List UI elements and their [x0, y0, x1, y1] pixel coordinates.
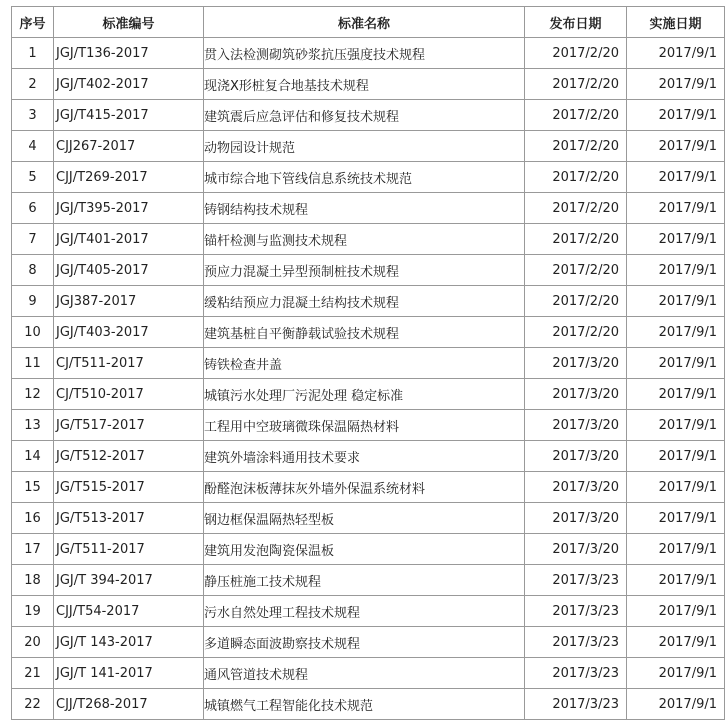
- serial-cell: 13: [12, 410, 54, 441]
- header-name: 标准名称: [204, 7, 525, 38]
- code-cell: CJJ/T269-2017: [54, 162, 204, 193]
- name-cell: 动物园设计规范: [204, 131, 525, 162]
- publish-date-cell: 2017/2/20: [525, 317, 627, 348]
- table-row: [12, 317, 725, 348]
- name-cell: 建筑用发泡陶瓷保温板: [204, 534, 525, 565]
- code-cell: JGJ387-2017: [54, 286, 204, 317]
- publish-date-cell: 2017/2/20: [525, 69, 627, 100]
- code-cell: JGJ/T 143-2017: [54, 627, 204, 658]
- header-code: 标准编号: [54, 7, 204, 38]
- code-cell: JG/T517-2017: [54, 410, 204, 441]
- code-cell: CJJ/T54-2017: [54, 596, 204, 627]
- name-cell: 城镇燃气工程智能化技术规范: [204, 689, 525, 720]
- serial-cell: 8: [12, 255, 54, 286]
- table-row: [12, 565, 725, 596]
- publish-date-cell: 2017/2/20: [525, 224, 627, 255]
- publish-date-cell: 2017/2/20: [525, 286, 627, 317]
- table-row: [12, 162, 725, 193]
- publish-date-cell: 2017/2/20: [525, 38, 627, 69]
- publish-date-cell: 2017/3/23: [525, 658, 627, 689]
- table-row: [12, 131, 725, 162]
- serial-cell: 4: [12, 131, 54, 162]
- implement-date-cell: 2017/9/1: [627, 534, 725, 565]
- serial-cell: 11: [12, 348, 54, 379]
- implement-date-cell: 2017/9/1: [627, 348, 725, 379]
- implement-date-cell: 2017/9/1: [627, 69, 725, 100]
- publish-date-cell: 2017/3/20: [525, 410, 627, 441]
- implement-date-cell: 2017/9/1: [627, 441, 725, 472]
- name-cell: 工程用中空玻璃微珠保温隔热材料: [204, 410, 525, 441]
- implement-date-cell: 2017/9/1: [627, 286, 725, 317]
- table-row: [12, 627, 725, 658]
- code-cell: JGJ/T402-2017: [54, 69, 204, 100]
- serial-cell: 18: [12, 565, 54, 596]
- implement-date-cell: 2017/9/1: [627, 689, 725, 720]
- publish-date-cell: 2017/3/23: [525, 689, 627, 720]
- serial-cell: 22: [12, 689, 54, 720]
- table-row: [12, 193, 725, 224]
- header-row: [12, 7, 725, 38]
- name-cell: 建筑外墙涂料通用技术要求: [204, 441, 525, 472]
- implement-date-cell: 2017/9/1: [627, 410, 725, 441]
- publish-date-cell: 2017/3/20: [525, 379, 627, 410]
- name-cell: 缓粘结预应力混凝土结构技术规程: [204, 286, 525, 317]
- serial-cell: 19: [12, 596, 54, 627]
- publish-date-cell: 2017/3/20: [525, 503, 627, 534]
- implement-date-cell: 2017/9/1: [627, 193, 725, 224]
- implement-date-cell: 2017/9/1: [627, 379, 725, 410]
- code-cell: JGJ/T136-2017: [54, 38, 204, 69]
- table-row: [12, 503, 725, 534]
- publish-date-cell: 2017/2/20: [525, 131, 627, 162]
- name-cell: 城镇污水处理厂污泥处理 稳定标准: [204, 379, 525, 410]
- serial-cell: 2: [12, 69, 54, 100]
- publish-date-cell: 2017/3/20: [525, 472, 627, 503]
- serial-cell: 7: [12, 224, 54, 255]
- implement-date-cell: 2017/9/1: [627, 658, 725, 689]
- code-cell: JG/T515-2017: [54, 472, 204, 503]
- publish-date-cell: 2017/3/23: [525, 627, 627, 658]
- name-cell: 铸钢结构技术规程: [204, 193, 525, 224]
- code-cell: JGJ/T401-2017: [54, 224, 204, 255]
- publish-date-cell: 2017/2/20: [525, 100, 627, 131]
- name-cell: 贯入法检测砌筑砂浆抗压强度技术规程: [204, 38, 525, 69]
- publish-date-cell: 2017/3/20: [525, 441, 627, 472]
- serial-cell: 1: [12, 38, 54, 69]
- name-cell: 酚醛泡沫板薄抹灰外墙外保温系统材料: [204, 472, 525, 503]
- name-cell: 建筑基桩自平衡静载试验技术规程: [204, 317, 525, 348]
- implement-date-cell: 2017/9/1: [627, 472, 725, 503]
- table-row: [12, 38, 725, 69]
- table-row: [12, 379, 725, 410]
- publish-date-cell: 2017/3/23: [525, 565, 627, 596]
- implement-date-cell: 2017/9/1: [627, 596, 725, 627]
- table-row: [12, 255, 725, 286]
- name-cell: 通风管道技术规程: [204, 658, 525, 689]
- code-cell: JG/T513-2017: [54, 503, 204, 534]
- serial-cell: 14: [12, 441, 54, 472]
- implement-date-cell: 2017/9/1: [627, 224, 725, 255]
- code-cell: JGJ/T 141-2017: [54, 658, 204, 689]
- implement-date-cell: 2017/9/1: [627, 503, 725, 534]
- implement-date-cell: 2017/9/1: [627, 38, 725, 69]
- publish-date-cell: 2017/2/20: [525, 255, 627, 286]
- table-row: [12, 472, 725, 503]
- header-implement-date: 实施日期: [627, 7, 725, 38]
- implement-date-cell: 2017/9/1: [627, 255, 725, 286]
- table-row: [12, 410, 725, 441]
- code-cell: CJ/T511-2017: [54, 348, 204, 379]
- serial-cell: 6: [12, 193, 54, 224]
- code-cell: CJJ267-2017: [54, 131, 204, 162]
- serial-cell: 3: [12, 100, 54, 131]
- publish-date-cell: 2017/3/23: [525, 596, 627, 627]
- code-cell: JG/T511-2017: [54, 534, 204, 565]
- implement-date-cell: 2017/9/1: [627, 100, 725, 131]
- name-cell: 多道瞬态面波勘察技术规程: [204, 627, 525, 658]
- table-row: [12, 286, 725, 317]
- code-cell: JGJ/T395-2017: [54, 193, 204, 224]
- code-cell: JGJ/T405-2017: [54, 255, 204, 286]
- serial-cell: 15: [12, 472, 54, 503]
- standards-table: [11, 6, 725, 720]
- table-row: [12, 596, 725, 627]
- code-cell: JG/T512-2017: [54, 441, 204, 472]
- publish-date-cell: 2017/3/20: [525, 348, 627, 379]
- name-cell: 建筑震后应急评估和修复技术规程: [204, 100, 525, 131]
- serial-cell: 17: [12, 534, 54, 565]
- code-cell: CJ/T510-2017: [54, 379, 204, 410]
- implement-date-cell: 2017/9/1: [627, 627, 725, 658]
- code-cell: JGJ/T 394-2017: [54, 565, 204, 596]
- table-row: [12, 224, 725, 255]
- name-cell: 城市综合地下管线信息系统技术规范: [204, 162, 525, 193]
- table-row: [12, 69, 725, 100]
- publish-date-cell: 2017/3/20: [525, 534, 627, 565]
- serial-cell: 12: [12, 379, 54, 410]
- name-cell: 预应力混凝土异型预制桩技术规程: [204, 255, 525, 286]
- name-cell: 现浇X形桩复合地基技术规程: [204, 69, 525, 100]
- serial-cell: 21: [12, 658, 54, 689]
- code-cell: JGJ/T403-2017: [54, 317, 204, 348]
- table-row: [12, 658, 725, 689]
- publish-date-cell: 2017/2/20: [525, 193, 627, 224]
- name-cell: 铸铁检查井盖: [204, 348, 525, 379]
- name-cell: 钢边框保温隔热轻型板: [204, 503, 525, 534]
- publish-date-cell: 2017/2/20: [525, 162, 627, 193]
- table-row: [12, 441, 725, 472]
- table-row: [12, 348, 725, 379]
- table-row: [12, 689, 725, 720]
- implement-date-cell: 2017/9/1: [627, 162, 725, 193]
- name-cell: 污水自然处理工程技术规程: [204, 596, 525, 627]
- implement-date-cell: 2017/9/1: [627, 565, 725, 596]
- table-body: [12, 38, 725, 720]
- name-cell: 锚杆检测与监测技术规程: [204, 224, 525, 255]
- table-row: [12, 534, 725, 565]
- table-row: [12, 100, 725, 131]
- code-cell: JGJ/T415-2017: [54, 100, 204, 131]
- serial-cell: 10: [12, 317, 54, 348]
- implement-date-cell: 2017/9/1: [627, 317, 725, 348]
- name-cell: 静压桩施工技术规程: [204, 565, 525, 596]
- implement-date-cell: 2017/9/1: [627, 131, 725, 162]
- header-serial: 序号: [12, 7, 54, 38]
- serial-cell: 9: [12, 286, 54, 317]
- code-cell: CJJ/T268-2017: [54, 689, 204, 720]
- header-publish-date: 发布日期: [525, 7, 627, 38]
- serial-cell: 20: [12, 627, 54, 658]
- serial-cell: 16: [12, 503, 54, 534]
- serial-cell: 5: [12, 162, 54, 193]
